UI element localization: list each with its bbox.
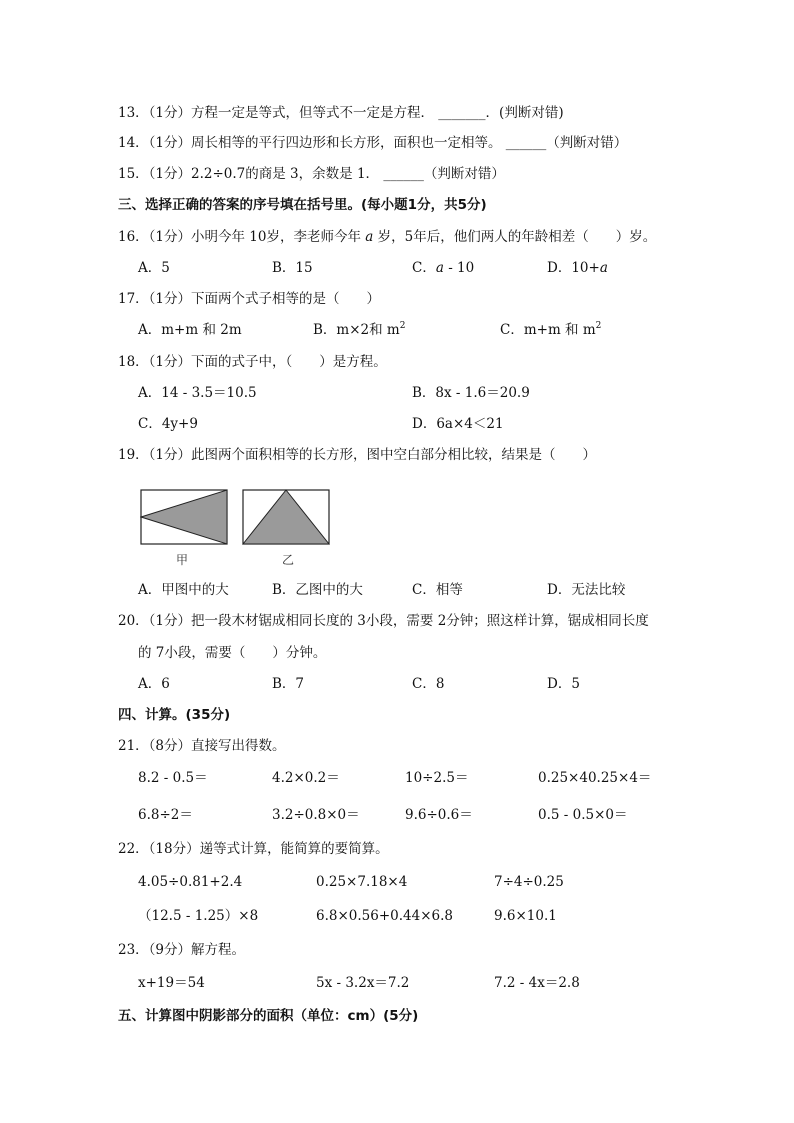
q17-option-b: B．m×2和 $m^2$: [313, 321, 406, 338]
q23-equation: 7.2 - 4x＝2.8: [494, 975, 580, 991]
question-14: 14．（1分）周长相等的平行四边形和长方形，面积也一定相等。 ______（判断对错）: [118, 135, 628, 151]
q16-option-b: B．15: [272, 260, 313, 276]
comparison-figure: [140, 488, 340, 548]
question-13: 13．（1分）方程一定是等式，但等式不一定是方程． _______．(判断对错): [118, 105, 564, 121]
question-20-stem-line2: 的 7小段，需要（ ）分钟。: [138, 645, 327, 661]
q20-option-d: D．5: [547, 676, 580, 692]
q21-item: 9.6÷0.6＝: [405, 807, 473, 823]
q21-item: 0.5 - 0.5×0＝: [538, 807, 628, 823]
question-22-stem: 22．（18分）递等式计算，能简算的要简算。: [118, 841, 389, 857]
q22-item: 7÷4÷0.25: [494, 874, 564, 890]
q23-equation: x+19＝54: [138, 975, 205, 991]
q21-item: 6.8÷2＝: [138, 807, 193, 823]
q23-equation: 5x - 3.2x＝7.2: [316, 975, 410, 991]
question-17-stem: 17．（1分）下面两个式子相等的是（ ）: [118, 291, 381, 307]
question-18-stem: 18．（1分）下面的式子中，（ ）是方程。: [118, 354, 387, 370]
q20-option-b: B．7: [272, 676, 305, 692]
q17-option-c: C．m+m 和 $m^2$: [500, 321, 602, 338]
q16-option-c: C．a - 10: [412, 260, 475, 276]
q16-option-a: A．5: [138, 260, 170, 276]
q19-option-b: B．乙图中的大: [272, 582, 363, 598]
question-15: 15．（1分）2.2÷0.7的商是 3，余数是 1． ______（判断对错）: [118, 166, 505, 182]
q19-option-d: D．无法比较: [547, 582, 626, 598]
q18-option-d: D．6a×4＜21: [412, 416, 504, 432]
q17-option-a: A．m+m 和 2m: [138, 322, 242, 338]
q19-option-c: C．相等: [412, 582, 463, 598]
section-4-heading: 四、计算。(35分): [118, 707, 231, 723]
q16-option-d: D．10+a: [547, 260, 608, 276]
q18-option-a: A．14 - 3.5＝10.5: [138, 385, 257, 401]
q18-option-b: B．8x - 1.6＝20.9: [412, 385, 530, 401]
q21-item: 8.2 - 0.5＝: [138, 770, 208, 786]
q19-option-a: A．甲图中的大: [138, 582, 229, 598]
q21-item: 3.2÷0.8×0＝: [272, 807, 360, 823]
q20-option-a: A．6: [138, 676, 170, 692]
question-19-stem: 19．（1分）此图两个面积相等的长方形，图中空白部分相比较，结果是（ ）: [118, 447, 597, 463]
q22-item: 0.25×7.18×4: [316, 874, 408, 890]
q22-item: （12.5 - 1.25）×8: [138, 908, 259, 924]
q21-item: 10÷2.5＝: [405, 770, 469, 786]
q21-item: 0.25×40.25×4＝: [538, 770, 652, 786]
q20-option-c: C．8: [412, 676, 445, 692]
question-23-stem: 23．（9分）解方程。: [118, 942, 246, 958]
section-3-heading: 三、选择正确的答案的序号填在括号里。(每小题1分，共5分): [118, 197, 487, 213]
question-21-stem: 21．（8分）直接写出得数。: [118, 738, 286, 754]
figure-label-yi: 乙: [282, 553, 295, 567]
question-16-stem: 16．（1分）小明今年 10岁，李老师今年 a 岁，5年后，他们两人的年龄相差（ ）岁。: [118, 229, 657, 245]
q22-item: 6.8×0.56+0.44×6.8: [316, 908, 453, 924]
q18-option-c: C．4y+9: [138, 416, 198, 432]
question-20-stem-line1: 20．（1分）把一段木材锯成相同长度的 3小段，需要 2分钟；照这样计算，锯成相同长度: [118, 613, 649, 629]
section-5-heading: 五、计算图中阴影部分的面积（单位：cm）(5分): [118, 1008, 419, 1024]
figure-label-jia: 甲: [176, 553, 189, 567]
q22-item: 9.6×10.1: [494, 908, 557, 924]
q21-item: 4.2×0.2＝: [272, 770, 340, 786]
q22-item: 4.05÷0.81+2.4: [138, 874, 243, 890]
